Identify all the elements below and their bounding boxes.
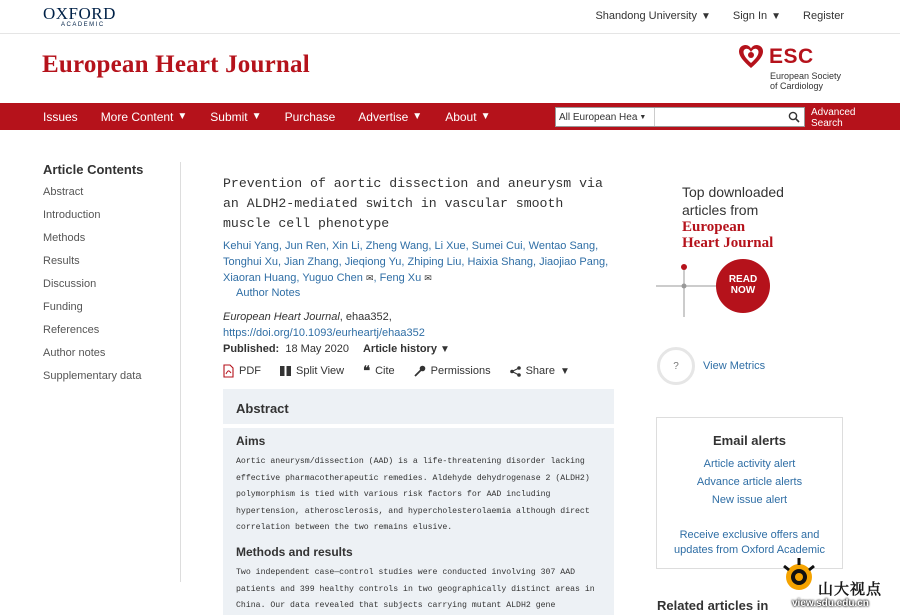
- adv-search-line2: Search: [811, 118, 843, 129]
- envelope-icon[interactable]: ✉: [365, 272, 374, 283]
- sidebar-item-funding[interactable]: Funding: [43, 301, 83, 313]
- chevron-down-icon: ▼: [251, 111, 262, 122]
- abstract-section-text: Two independent case—control studies were conducted involving 307 AAD patients and 399 healthy controls in two geographically distinct areas in China. Our data revealed that subjects carrying mutant ALDH2 gene: [236, 567, 595, 611]
- chevron-down-icon: ▼: [440, 344, 450, 356]
- nav-label: Submit: [210, 109, 248, 124]
- promo-journal-name: [682, 219, 773, 251]
- sidebar-item-author-notes[interactable]: Author notes: [43, 347, 106, 359]
- sidebar-item-references[interactable]: References: [43, 324, 100, 336]
- author-link[interactable]: Jian Zhang: [284, 255, 339, 268]
- sign-in-label: Sign In: [732, 10, 768, 22]
- share-icon: [510, 366, 521, 377]
- nav-label: About: [445, 109, 477, 124]
- author-link[interactable]: Zhiping Liu: [407, 255, 462, 268]
- search-button[interactable]: [784, 108, 804, 126]
- article-id: , ehaa352,: [339, 311, 392, 324]
- watermark-logo-icon: [780, 558, 818, 596]
- sign-in-menu[interactable]: [733, 10, 781, 22]
- nav-more-content[interactable]: [101, 110, 188, 124]
- watermark: [780, 558, 900, 615]
- pdf-label: PDF: [239, 365, 261, 377]
- read-now-line2: NOW: [730, 285, 756, 296]
- esc-abbr: ESC: [769, 45, 814, 68]
- pdf-icon: [223, 364, 234, 378]
- top-downloaded-text: [682, 183, 784, 219]
- view-metrics-link[interactable]: View Metrics: [703, 360, 766, 372]
- permissions-label: Permissions: [430, 365, 491, 377]
- author-link[interactable]: Zheng Wang: [365, 240, 429, 252]
- esc-logo[interactable]: [738, 44, 858, 96]
- nav-about[interactable]: [445, 110, 490, 124]
- promo-journal-line1: European: [682, 219, 746, 235]
- article-history-label: Article history: [362, 343, 437, 356]
- abstract-section-title: Aims: [236, 434, 266, 448]
- nav-issues[interactable]: [43, 110, 78, 124]
- article-title: Prevention of aortic dissection and aneurysm via an ALDH2-mediated switch in vascular smooth muscle cell phenotype: [223, 176, 603, 231]
- chevron-down-icon: ▼: [412, 111, 423, 122]
- author-list: Kehui Yang, Jun Ren, Xin Li, Zheng Wang, Li Xue, Sumei Cui, Wentao Sang, Tonghui Xu, Jian Zhang, Jieqiong Yu, Zhiping Liu, Haixia Shang, Jiaojiao Pang, Xiaoran Huang, Yuguo Chen ✉, Feng Xu ✉ Author Notes: [223, 240, 609, 300]
- author-link[interactable]: Feng Xu: [379, 271, 422, 284]
- nav-submit[interactable]: [210, 110, 261, 124]
- sidebar-item-methods[interactable]: Methods: [43, 232, 86, 244]
- article-toolbar: [223, 361, 618, 381]
- esc-full-name: [770, 71, 841, 91]
- split-view-icon: [280, 366, 291, 376]
- author-link[interactable]: Haixia Shang: [467, 255, 533, 268]
- email-alerts-title: Email alerts: [713, 433, 786, 448]
- chevron-down-icon: ▼: [639, 113, 647, 121]
- author-link[interactable]: Tonghui Xu: [223, 255, 279, 268]
- cite-button[interactable]: [363, 363, 395, 379]
- citation-block: [223, 309, 618, 358]
- search-icon: [788, 111, 800, 123]
- exclusive-offers-link[interactable]: [657, 528, 842, 558]
- search-box: [555, 107, 805, 127]
- logo-main-text: OXFORD: [43, 4, 116, 23]
- promo-journal-line2: Heart Journal: [682, 235, 774, 251]
- offer-line1: Receive exclusive offers and: [679, 529, 820, 541]
- author-link[interactable]: Li Xue: [434, 240, 466, 252]
- watermark-chinese-text: 山大视点: [818, 581, 883, 598]
- article-contents-heading: Article Contents: [43, 162, 144, 177]
- read-now-button[interactable]: [716, 259, 770, 313]
- chevron-down-icon: ▼: [177, 111, 188, 122]
- author-link[interactable]: Sumei Cui: [471, 240, 523, 252]
- sidebar-item-abstract[interactable]: Abstract: [43, 186, 84, 198]
- publication-line: [223, 341, 618, 358]
- search-scope-value: All European Hea: [559, 111, 638, 123]
- chevron-down-icon: ▼: [559, 365, 570, 377]
- permissions-button[interactable]: [414, 365, 491, 377]
- split-view-button[interactable]: [280, 365, 344, 377]
- chevron-down-icon: ▼: [771, 10, 782, 22]
- envelope-icon[interactable]: ✉: [424, 272, 432, 283]
- share-button[interactable]: [510, 365, 570, 377]
- abstract-section-title: Methods and results: [236, 544, 353, 559]
- author-link[interactable]: Jun Ren: [285, 240, 326, 252]
- top-utility-bar: [0, 0, 900, 34]
- register-link[interactable]: Register: [803, 10, 844, 22]
- heart-icon: [738, 44, 764, 70]
- author-link[interactable]: Wentao Sang: [528, 240, 596, 252]
- search-input[interactable]: [655, 108, 784, 126]
- abstract-section-text: Aortic aneurysm/dissection (AAD) is a life-threatening disorder lacking effective pharmacotherapeutic remedies. Aldehyde dehydrogenase 2 (ALDH2) polymorphism is tied with various risk factors for AAD including hypertension, atherosclerosis, and hypercholesterolaemia although direct correlation between the two remains elusive.: [236, 457, 590, 533]
- search-scope-select[interactable]: [556, 108, 655, 126]
- watermark-url: view.sdu.edu.cn: [792, 598, 869, 609]
- author-link[interactable]: Xiaoran Huang: [223, 271, 297, 284]
- author-link[interactable]: Kehui Yang: [223, 240, 279, 252]
- nav-label: Issues: [43, 109, 78, 124]
- chevron-down-icon: ▼: [480, 111, 491, 122]
- nav-advertise[interactable]: [358, 110, 422, 124]
- author-link[interactable]: Jieqiong Yu: [344, 255, 402, 268]
- sidebar-item-introduction[interactable]: Introduction: [43, 209, 101, 221]
- share-label: Share: [525, 365, 555, 377]
- account-links: [595, 10, 844, 22]
- author-link[interactable]: Jiaojiao Pang: [539, 255, 606, 268]
- esc-name-line2: of Cardiology: [770, 81, 824, 91]
- read-now-line1: READ: [728, 274, 758, 285]
- email-alerts-box: [656, 417, 843, 569]
- altmetric-badge[interactable]: ?: [657, 347, 695, 385]
- oxford-academic-logo[interactable]: [43, 6, 116, 28]
- top-downloaded-line1: Top downloaded: [682, 184, 784, 200]
- published-date: 18 May 2020: [285, 343, 349, 356]
- abstract-heading: Abstract: [223, 389, 614, 424]
- offer-line2: updates from Oxford Academic: [673, 544, 825, 556]
- article-history-toggle[interactable]: [363, 341, 450, 358]
- key-icon: [414, 365, 426, 377]
- sidebar-item-discussion[interactable]: Discussion: [43, 278, 97, 290]
- esc-name-line1: European Society: [770, 71, 842, 81]
- top-downloaded-line2: articles from: [682, 202, 759, 218]
- nav-label: Advertise: [358, 109, 409, 124]
- pdf-button[interactable]: [223, 364, 261, 378]
- sidebar-item-supplementary-data[interactable]: Supplementary data: [43, 370, 142, 382]
- adv-search-line1: Advanced: [811, 107, 856, 118]
- nav-items: [43, 103, 513, 130]
- chevron-down-icon: ▼: [700, 10, 711, 22]
- article-header: [223, 174, 618, 358]
- institution-label: Shandong University: [595, 10, 697, 22]
- new-issue-alert-link[interactable]: New issue alert: [711, 494, 788, 506]
- author-notes-link[interactable]: Author Notes: [236, 287, 301, 300]
- main-nav: [0, 103, 900, 130]
- article-contents-sidebar: [43, 162, 181, 582]
- advance-article-alerts-link[interactable]: Advance article alerts: [696, 476, 803, 488]
- quote-icon: ❝: [363, 363, 371, 378]
- article-activity-alert-link[interactable]: Article activity alert: [703, 458, 796, 470]
- author-link[interactable]: Yuguo Chen: [302, 271, 363, 284]
- sidebar-item-results[interactable]: Results: [43, 255, 80, 267]
- nav-purchase[interactable]: [285, 110, 336, 124]
- metrics-widget: [657, 347, 765, 385]
- logo-sub-text: ACADEMIC: [61, 22, 105, 28]
- doi-link[interactable]: https://doi.org/10.1093/eurheartj/ehaa352: [223, 327, 425, 340]
- top-downloaded-promo[interactable]: [656, 180, 806, 330]
- journal-title[interactable]: European Heart Journal: [42, 51, 310, 78]
- cite-label: Cite: [375, 365, 395, 377]
- published-label: Published:: [223, 343, 280, 356]
- journal-name: European Heart Journal: [223, 311, 340, 324]
- author-link[interactable]: Xin Li: [332, 240, 360, 252]
- nav-label: More Content: [100, 109, 174, 124]
- abstract-body: [223, 428, 614, 615]
- split-view-label: Split View: [296, 365, 345, 377]
- related-articles-heading: Related articles in: [657, 598, 769, 613]
- nav-label: Purchase: [284, 109, 336, 124]
- advanced-search-link[interactable]: [811, 107, 855, 129]
- institution-menu[interactable]: [595, 10, 710, 22]
